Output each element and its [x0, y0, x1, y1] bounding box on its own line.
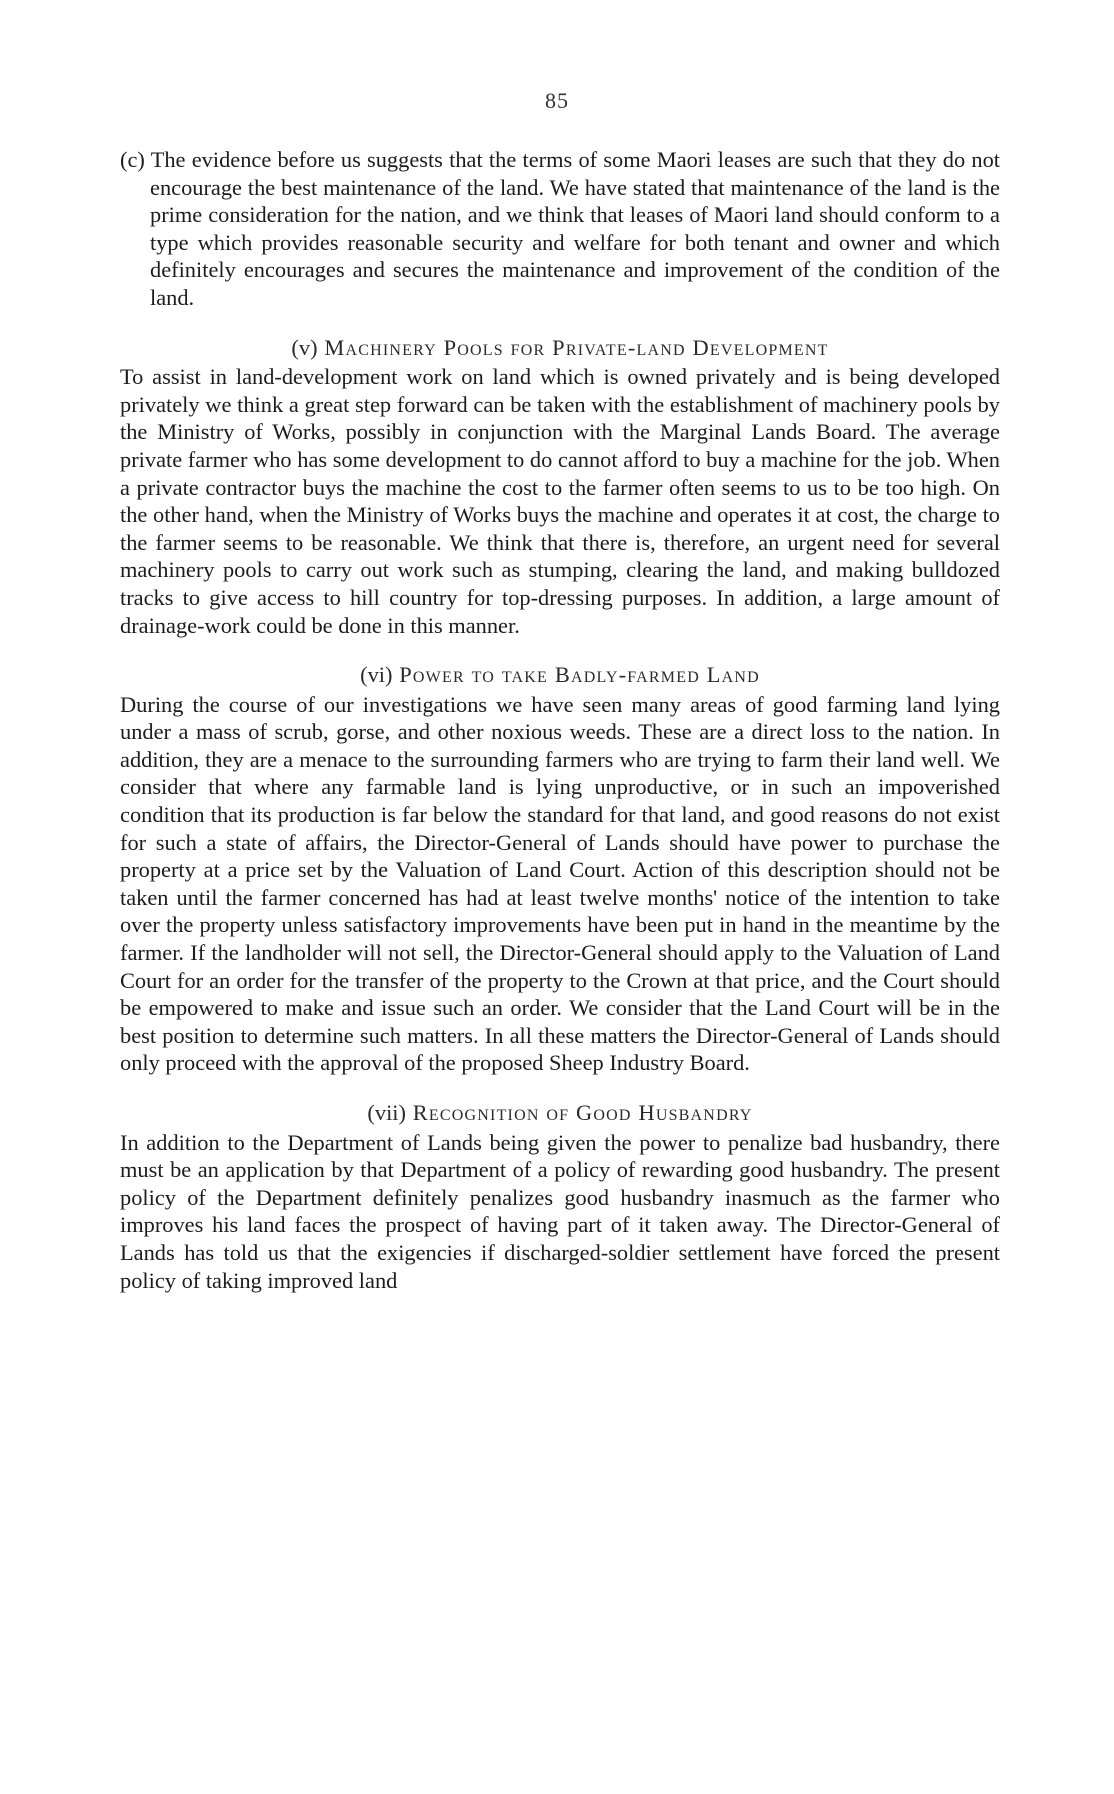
section-vi-title: Power to take Badly-farmed Land [399, 662, 760, 688]
document-body [120, 146, 1000, 1294]
section-v-number: (v) [291, 334, 318, 360]
paragraph-c [120, 146, 1000, 312]
page-number: 85 [545, 88, 569, 113]
section-v-title: Machinery Pools for Private-land Development [324, 334, 829, 360]
section-v-heading [120, 334, 1000, 362]
section-vi-paragraph: During the course of our investigations we have seen many areas of good farming land lying under a mass of scrub, gorse, and other noxious weeds. These are a direct loss to the nation. In addition, they are a menace to the surrounding farmers who are trying to farm their land well. We consider that where any farmable land is lying unproductive, or in such an impoverished condition that its production is far below the standard for that land, and good reasons do not exist for such a state of affairs, the Director-General of Lands should have power to purchase the property at a price set by the Valuation of Land Court. Action of this description should not be taken until the farmer concerned has had at least twelve months' notice of the intention to take over the property unless satisfactory improvements have been put in hand in the meantime by the farmer. If the landholder will not sell, the Director-General should apply to the Valuation of Land Court for an order for the transfer of the property to the Crown at that price, and the Court should be empowered to make and issue such an order. We consider that the Land Court will be in the best position to determine such matters. In all these matters the Director-General of Lands should only proceed with the approval of the proposed Sheep Industry Board. [120, 691, 1000, 1076]
section-vii-title: Recognition of Good Husbandry [412, 1100, 753, 1125]
section-vi-heading [120, 661, 1000, 689]
paragraph-c-label: (c) [120, 147, 145, 172]
section-vii-number: (vii) [367, 1100, 406, 1125]
section-v-paragraph: To assist in land-development work on land which is owned privately and is being developed privately we think a great step forward can be taken with the establishment of machinery pools by the Ministry of Works, possibly in conjunction with the Marginal Lands Board. The average private farmer who has some development to do cannot afford to buy a machine for the job. When a private contractor buys the machine the cost to the farmer often seems to us to be too high. On the other hand, when the Ministry of Works buys the machine and operates it at cost, the charge to the farmer seems to be reasonable. We think that there is, therefore, an urgent need for several machinery pools to carry out work such as stumping, clearing the land, and making bulldozed tracks to give access to hill country for top-dressing purposes. In addition, a large amount of drainage-work could be done in this manner. [120, 364, 1000, 638]
section-vi-number: (vi) [360, 662, 393, 688]
paragraph-c-text: The evidence before us suggests that the terms of some Maori leases are such that they do not encourage the best maintenance of the land. We have stated that maintenance of the land is the prime consideration for the nation, and we think that leases of Maori land should conform to a type which provides reasonable security and welfare for both tenant and owner and which definitely encourages and secures the maintenance and improvement of the condition of the land. [150, 147, 1000, 310]
section-vii-heading [120, 1099, 1000, 1127]
section-vii-paragraph: In addition to the Department of Lands being given the power to penalize bad husbandry, there must be an application by that Department of a policy of rewarding good husbandry. The present policy of the Department definitely penalizes good husbandry inasmuch as the farmer who improves his land faces the prospect of having part of it taken away. The Director-General of Lands has told us that the exigencies if discharged-soldier settlement have forced the present policy of taking improved land [120, 1129, 1000, 1293]
